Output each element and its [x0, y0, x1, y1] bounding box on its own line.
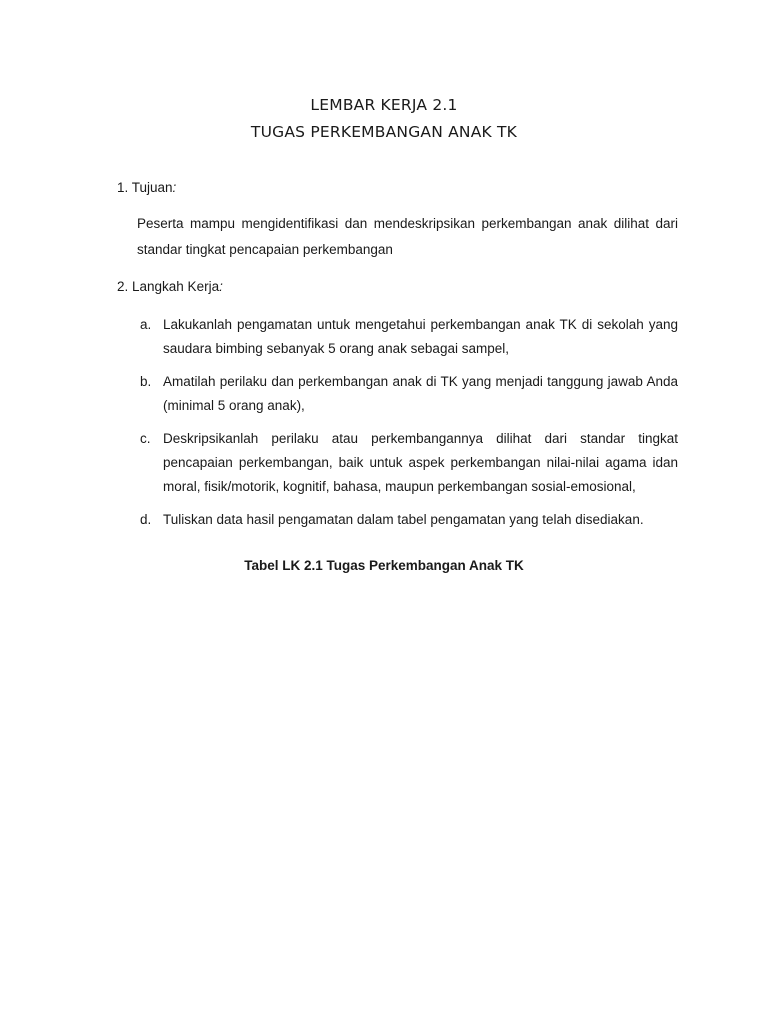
step-marker: c.: [140, 431, 151, 446]
steps-section: [117, 278, 678, 296]
purpose-heading: [117, 179, 678, 197]
step-item-d: [140, 508, 678, 532]
step-text: Amatilah perilaku dan perkembangan anak di TK yang menjadi tanggung jawab Anda (minimal 5 orang anak),: [163, 374, 678, 413]
purpose-section: [117, 179, 678, 197]
step-item-a: [140, 313, 678, 361]
steps-list: [140, 313, 678, 541]
steps-heading-label: 2. Langkah Kerja: [117, 279, 220, 294]
step-marker: d.: [140, 512, 152, 527]
purpose-heading-label: 1. Tujuan: [117, 180, 173, 195]
purpose-heading-colon: :: [172, 180, 177, 195]
step-text: Deskripsikanlah perilaku atau perkembangannya dilihat dari standar tingkat pencapaian perkembangan, baik untuk aspek perkembangan nilai-nilai agama idan moral, fisik/motorik, kognitif, bahasa, maupun perkembangan sosial-emosional,: [163, 431, 678, 494]
table-caption: Tabel LK 2.1 Tugas Perkembangan Anak TK: [244, 558, 524, 573]
step-item-b: [140, 370, 678, 418]
step-marker: b.: [140, 374, 152, 389]
step-text: Tuliskan data hasil pengamatan dalam tabel pengamatan yang telah disediakan.: [163, 512, 644, 527]
document-title: LEMBAR KERJA 2.1: [310, 96, 458, 114]
step-item-c: [140, 427, 678, 499]
document-title-block: [0, 92, 768, 146]
steps-heading-colon: :: [219, 279, 223, 294]
document-subtitle: TUGAS PERKEMBANGAN ANAK TK: [250, 123, 518, 141]
step-marker: a.: [140, 317, 152, 332]
steps-heading: [117, 278, 678, 296]
step-text: Lakukanlah pengamatan untuk mengetahui perkembangan anak TK di sekolah yang saudara bimbing sebanyak 5 orang anak sebagai sampel,: [163, 317, 678, 356]
purpose-text: Peserta mampu mengidentifikasi dan mendeskripsikan perkembangan anak dilihat dari standar tingkat pencapaian perkembangan: [137, 216, 678, 257]
